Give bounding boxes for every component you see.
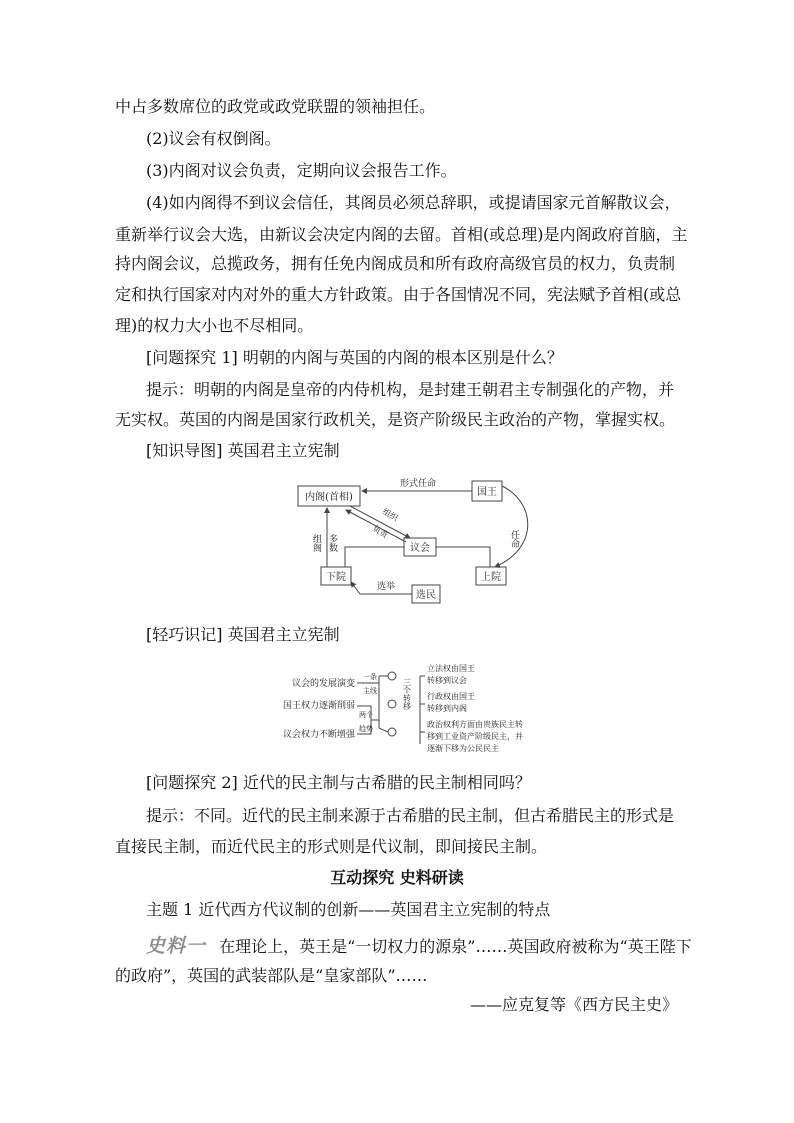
voters-label: 选民 [416,590,436,601]
paragraph-line: 定和执行国家对内对外的重大方针政策。由于各国情况不同，宪法赋予首相(或总 [115,285,682,304]
king-label: 国王 [477,487,497,498]
topic-line: 主题 1 近代西方代议制的创新——英国君主立宪制的特点 [146,900,551,919]
memo-right-line: 政治权利方面由贵族民主转 [427,720,523,729]
citation: ——应克复等《西方民主史》 [469,995,678,1014]
source-text: 在理论上，英王是“一切权力的源泉”……英国政府被称为“英王陛下 [219,937,692,956]
majority-label: 多数 [327,534,337,552]
answer-1-line: 无实权。英国的内阁是国家行政机关，是资产阶级民主政治的产物，掌握实权。 [115,410,676,429]
question-1: [问题探究 1] 明朝的内阁与英国的内阁的根本区别是什么？ [146,348,563,367]
memo-right-line: 转移到内阁 [427,704,467,713]
appoint-label: 任命 [509,530,519,548]
knowledge-map-heading: [知识导图] 英国君主立宪制 [146,441,340,460]
memo-right-line: 行政权由国王 [427,692,475,701]
source-label: 史料一 [146,935,207,957]
paragraph-line: (3)内阁对议会负责，定期向议会报告工作。 [146,161,457,180]
memo-left-item: 国王权力逐渐削弱 [282,701,355,711]
parliament-label: 议会 [410,543,430,554]
memo-heading: [轻巧识记] 英国君主立宪制 [146,625,340,644]
upper-house-label: 上院 [481,572,501,583]
section-title: 互动探究 史料研读 [330,868,464,887]
question-2: [问题探究 2] 近代的民主制与古希腊的民主制相同吗？ [146,773,531,792]
form-cabinet-label: 组阁 [311,534,321,552]
branch-label: 两个 [359,711,373,719]
branch-label: 一条 [363,673,377,681]
paragraph-line: 持内阁会议，总揽政务，拥有任免内阁成员和所有政府高级官员的权力，负责制 [115,254,676,273]
cabinet-label: 内阁(首相) [305,492,353,503]
memo-middle-label: 三个转移 [402,678,412,710]
elect-label: 选举 [376,582,396,592]
memo-diagram [255,658,555,754]
branch-label: 趋势 [359,725,373,733]
answer-2-line: 直接民主制，而近代民主的形式则是代议制，即间接民主制。 [115,837,548,856]
formal-appoint-label: 形式任命 [399,479,437,489]
paragraph-line: (4)如内阁得不到议会信任，其阁员必须总辞职，或提请国家元首解散议会， [146,193,681,212]
organize-label: 组织 [381,506,400,523]
paragraph-line: (2)议会有权倒阁。 [146,129,281,148]
knowledge-map-diagram [290,472,550,608]
paragraph-line: 理)的权力大小也不尽相同。 [115,316,314,335]
memo-right-line: 立法权由国王 [427,664,475,673]
memo-left-item: 议会的发展演变 [291,679,355,689]
lower-house-label: 下院 [326,572,346,583]
source-line [146,936,692,957]
answer-2-line: 提示：不同。近代的民主制来源于古希腊的民主制，但古希腊民主的形式是 [146,806,675,825]
memo-right-line: 逐渐下移为公民民主 [427,744,499,753]
answer-1-line: 提示：明朝的内阁是皇帝的内侍机构，是封建王朝君主专制强化的产物，并 [146,380,675,399]
paragraph-line: 重新举行议会大选，由新议会决定内阁的去留。首相(或总理)是内阁政府首脑，主 [115,225,688,244]
source-line: 的政府”，英国的武装部队是“皇家部队”…… [115,966,428,985]
memo-left-item: 议会权力不断增强 [282,730,355,740]
memo-right-line: 移到工业资产阶级民主，并 [427,732,523,741]
branch-label: 主线 [363,687,377,695]
paragraph-line: 中占多数席位的政党或政党联盟的领袖担任。 [115,97,436,116]
responsible-label: 负责 [371,523,390,540]
memo-right-line: 转移到议会 [427,676,467,685]
